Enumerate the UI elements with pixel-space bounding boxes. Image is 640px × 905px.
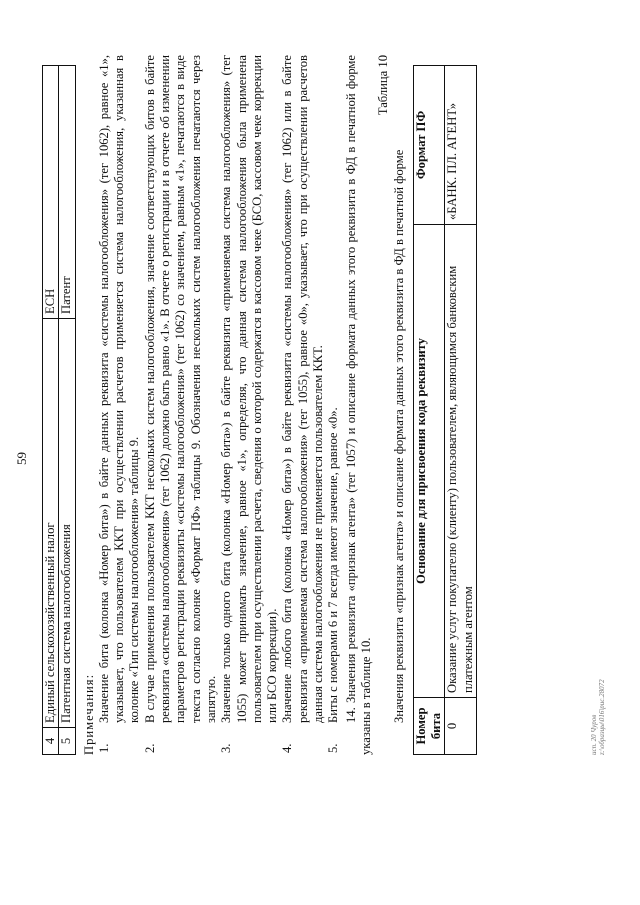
note-number: 3. — [219, 743, 234, 753]
note-text: Значение бита (колонка «Номер бита») в байте данных реквизита «системы налогообложения» (тег 1062), равное «1», указывает, что пользователем ККТ при осуществлении расчетов применяется система налогообложения, указанная в колонке «Тип системы налогообложения» таблицы 9. — [96, 55, 142, 723]
cell-bit: 0 — [445, 698, 477, 755]
table-row — [59, 66, 75, 755]
note-text: Значение любого бита (колонка «Номер бита») в байте реквизита «системы налогообложения» (тег 1062) или в байте реквизита «применяемая система налогообложения» (тег 1055), равное «0», указывает, что при осуществлении расчетов данная система налогообложения не применяется пользователем ККТ. — [280, 55, 326, 723]
table10-caption: Таблица 10 — [376, 55, 391, 116]
file-stamp — [590, 679, 606, 755]
row-number: 5 — [59, 728, 75, 755]
table-row — [43, 66, 59, 755]
note-text: Значение только одного бита (колонка «Номер бита») в байте реквизита «применяемая система налогообложения» (тег 1055) может принимать значение, равное «1», определяя, что данная система налогообложения была применена пользователем при осуществлении расчета, сведения о которой содержатся в кассовом чеке (БСО, кассовом чеке коррекции или БСО коррекции). — [219, 55, 280, 723]
note-text: Биты с номерами 6 и 7 всегда имеют значение, равное «0». — [326, 407, 341, 723]
header-bit-number: Номер бита — [413, 698, 445, 755]
tax-system-short: Патент — [59, 66, 75, 319]
note-item — [97, 55, 143, 755]
page-number: 59 — [14, 452, 29, 465]
note-number: 4. — [280, 743, 295, 753]
note-number: 2. — [142, 743, 157, 753]
stamp-line: исп. 20 Чуров — [590, 714, 598, 755]
paragraph-14: 14. Значения реквизита «признак агента» (тег 1057) и описание формата данных этого реквизита в ФД в печатной форме указаны в таблице 10. — [343, 55, 373, 755]
note-number: 5. — [326, 743, 341, 753]
note-text: В случае применения пользователем ККТ нескольких систем налогообложения, значение соответствующих битов в байте реквизита «системы налогообложения» (тег 1062) должно быть равно «1». В отчете о регистрации и в отчете об изменении параметров регистрации реквизиты «системы налогообложения» (тег 1062) со значением, равным «1», печатаются в виде текста согласно колонке «Формат ПФ» таблицы 9. Обозначения нескольких систем налогообложения печатаются через запятую. — [142, 55, 218, 723]
agent-attribute-table — [413, 65, 477, 755]
row-number: 4 — [43, 728, 59, 755]
note-item — [143, 55, 219, 755]
cell-format: «БАНК. ПЛ. АГЕНТ» — [445, 66, 477, 225]
note-item — [219, 55, 280, 755]
header-basis: Основание для присвоения кода реквизиту — [413, 225, 445, 698]
table-header-row — [413, 66, 445, 755]
table10-title: Значения реквизита «признак агента» и описание формата данных этого реквизита в ФД в печатной форме — [391, 149, 406, 723]
page-content — [42, 55, 477, 755]
note-number: 1. — [96, 743, 111, 753]
table-row — [445, 66, 477, 755]
stamp-line: z:\образцы\016\рис.28072 — [598, 679, 606, 755]
tax-system-short: ЕСН — [43, 66, 59, 319]
note-item — [280, 55, 326, 755]
notes-title: Примечания: — [81, 673, 96, 755]
header-print-format: Формат ПФ — [413, 66, 445, 225]
tax-system-name: Патентная система налогообложения — [59, 319, 75, 728]
tax-system-name: Единый сельскохозяйственный налог — [43, 319, 59, 728]
cell-basis: Оказание услуг покупателю (клиенту) пользователем, являющимся банковским платежным агентом — [445, 225, 477, 698]
tax-systems-table-tail — [42, 65, 76, 755]
note-item — [326, 55, 341, 755]
